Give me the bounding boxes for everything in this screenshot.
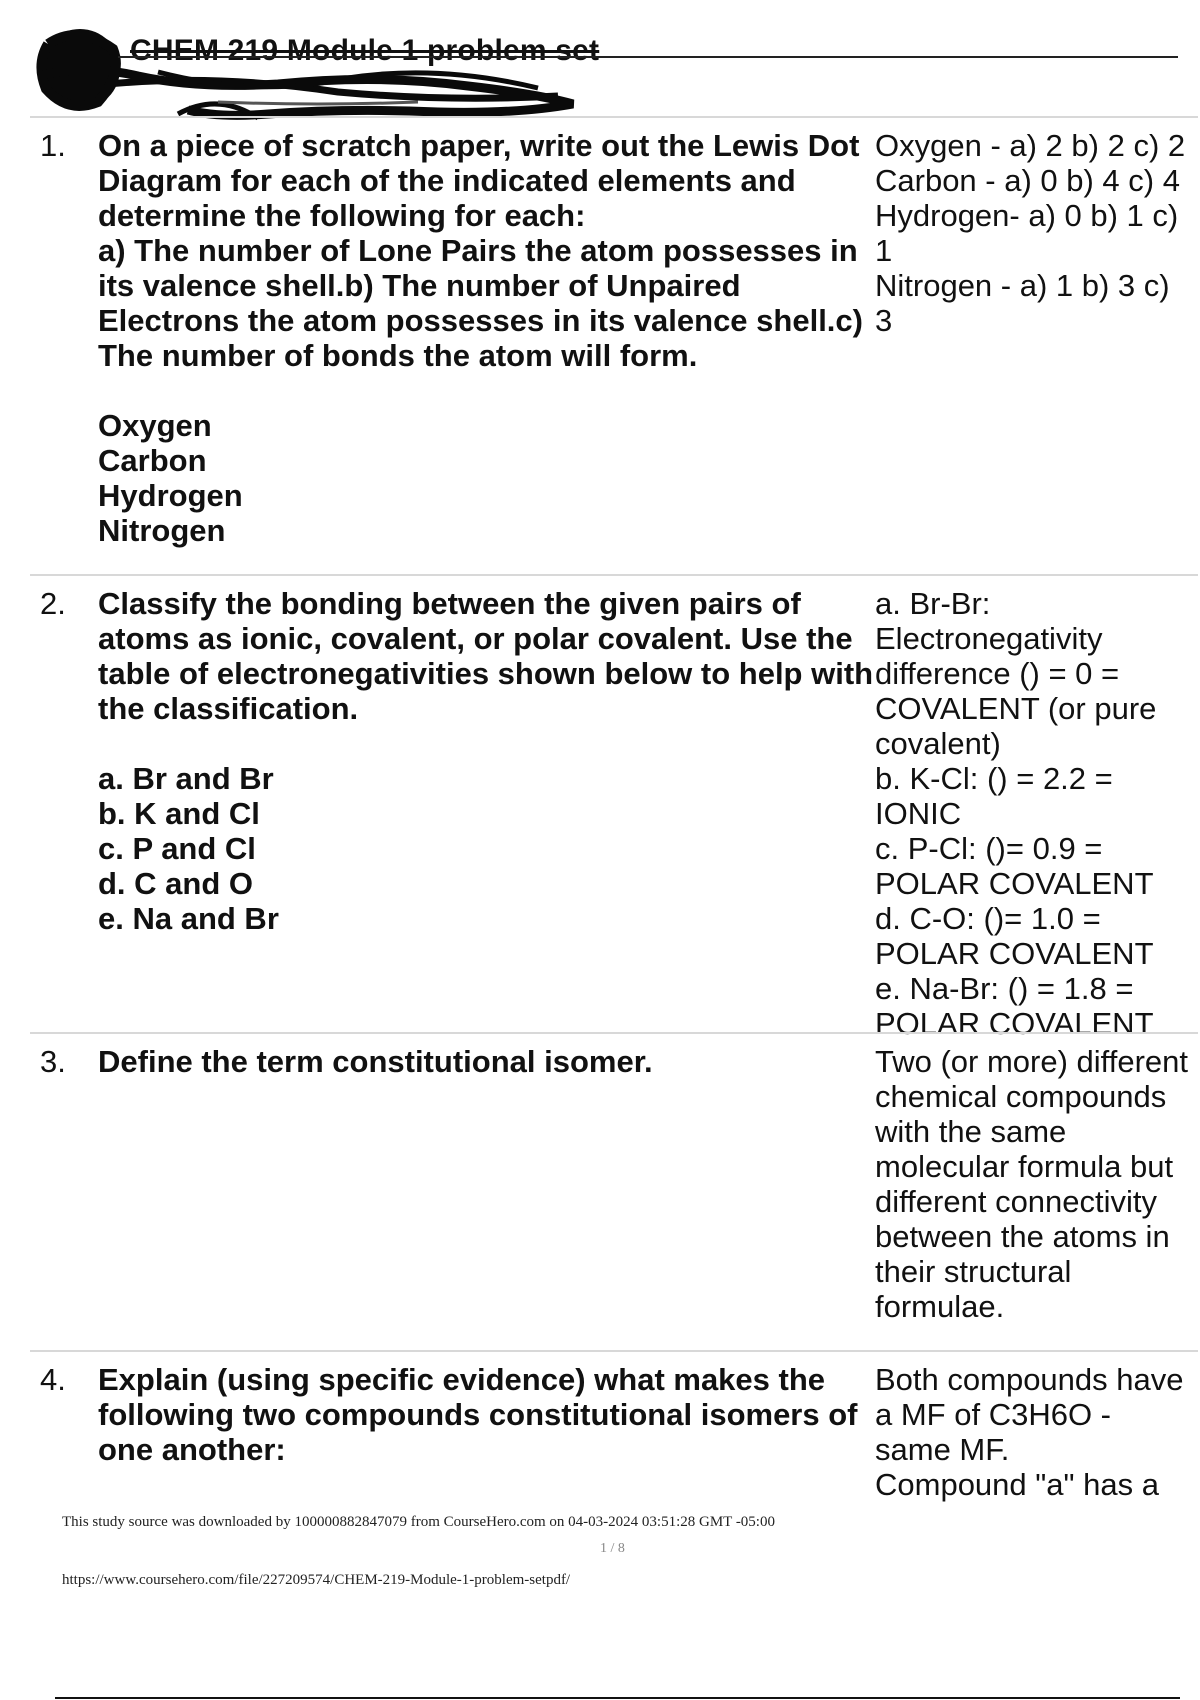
answer-line: Compound "a" has a: [875, 1467, 1159, 1502]
pair-item: e. Na and Br: [98, 901, 279, 936]
redaction-scribble: [18, 14, 598, 124]
pair-item: d. C and O: [98, 866, 253, 901]
question-number: 4.: [40, 1362, 66, 1397]
element-item: Nitrogen: [98, 513, 226, 548]
answer-line: Both compounds have a MF of C3H6O - same MF.: [875, 1362, 1184, 1467]
answer-line: Nitrogen - a) 1 b) 3 c) 3: [875, 268, 1170, 338]
question-prompt: [98, 1362, 888, 1467]
question-prompt: [98, 128, 888, 548]
question-number: 1.: [40, 128, 66, 163]
question-prompt: [98, 586, 888, 936]
prompt-line: Classify the bonding between the given pairs of atoms as ionic, covalent, or polar covalent. Use the table of electronegativities shown below to help with the classification.: [98, 586, 874, 726]
question-number: 3.: [40, 1044, 66, 1079]
element-item: Hydrogen: [98, 478, 243, 513]
answer-line: e. Na-Br: () = 1.8 = POLAR COVALENT: [875, 971, 1154, 1041]
download-source-note: This study source was downloaded by 100000882847079 from CourseHero.com on 04-03-2024 03:51:28 GMT -05:00: [62, 1514, 775, 1530]
element-item: Oxygen: [98, 408, 212, 443]
answer-line: Carbon - a) 0 b) 4 c) 4: [875, 163, 1180, 198]
source-url[interactable]: https://www.coursehero.com/file/227209574/CHEM-219-Module-1-problem-setpdf/: [62, 1572, 571, 1588]
pair-item: a. Br and Br: [98, 761, 274, 796]
element-item: Carbon: [98, 443, 207, 478]
answer-line: Hydrogen- a) 0 b) 1 c) 1: [875, 198, 1179, 268]
divider: [30, 116, 1198, 118]
prompt-line: a) The number of Lone Pairs the atom possesses in its valence shell.b) The number of Unpaired Electrons the atom possesses in its valence shell.c) The number of bonds the atom will form.: [98, 233, 863, 373]
answer-line: a. Br-Br: Electronegativity difference () = 0 = COVALENT (or pure covalent): [875, 586, 1157, 761]
answer: [875, 1362, 1195, 1502]
page-indicator: 1 / 8: [600, 1541, 625, 1556]
document-title: CHEM 219 Module 1 problem set: [130, 34, 600, 67]
answer-line: c. P-Cl: ()= 0.9 = POLAR COVALENT: [875, 831, 1154, 901]
divider: [30, 1350, 1198, 1352]
pair-item: b. K and Cl: [98, 796, 260, 831]
answer: [875, 128, 1195, 338]
divider: [30, 574, 1198, 576]
pair-item: c. P and Cl: [98, 831, 256, 866]
answer-line: Two (or more) different chemical compounds with the same molecular formula but different connectivity between the atoms in their structural formulae.: [875, 1044, 1188, 1324]
prompt-line: Define the term constitutional isomer.: [98, 1044, 653, 1079]
answer-line: d. C-O: ()= 1.0 = POLAR COVALENT: [875, 901, 1154, 971]
divider: [30, 1032, 1198, 1034]
title-rule: [118, 56, 1178, 58]
answer-line: b. K-Cl: () = 2.2 = IONIC: [875, 761, 1113, 831]
question-prompt: [98, 1044, 888, 1079]
answer: [875, 586, 1195, 1041]
prompt-line: Explain (using specific evidence) what makes the following two compounds constitutional isomers of one another:: [98, 1362, 858, 1467]
question-number: 2.: [40, 586, 66, 621]
answer-line: Oxygen - a) 2 b) 2 c) 2: [875, 128, 1186, 163]
page-bottom-rule: [55, 1697, 1180, 1699]
answer: [875, 1044, 1195, 1324]
prompt-line: On a piece of scratch paper, write out the Lewis Dot Diagram for each of the indicated elements and determine the following for each:: [98, 128, 860, 233]
